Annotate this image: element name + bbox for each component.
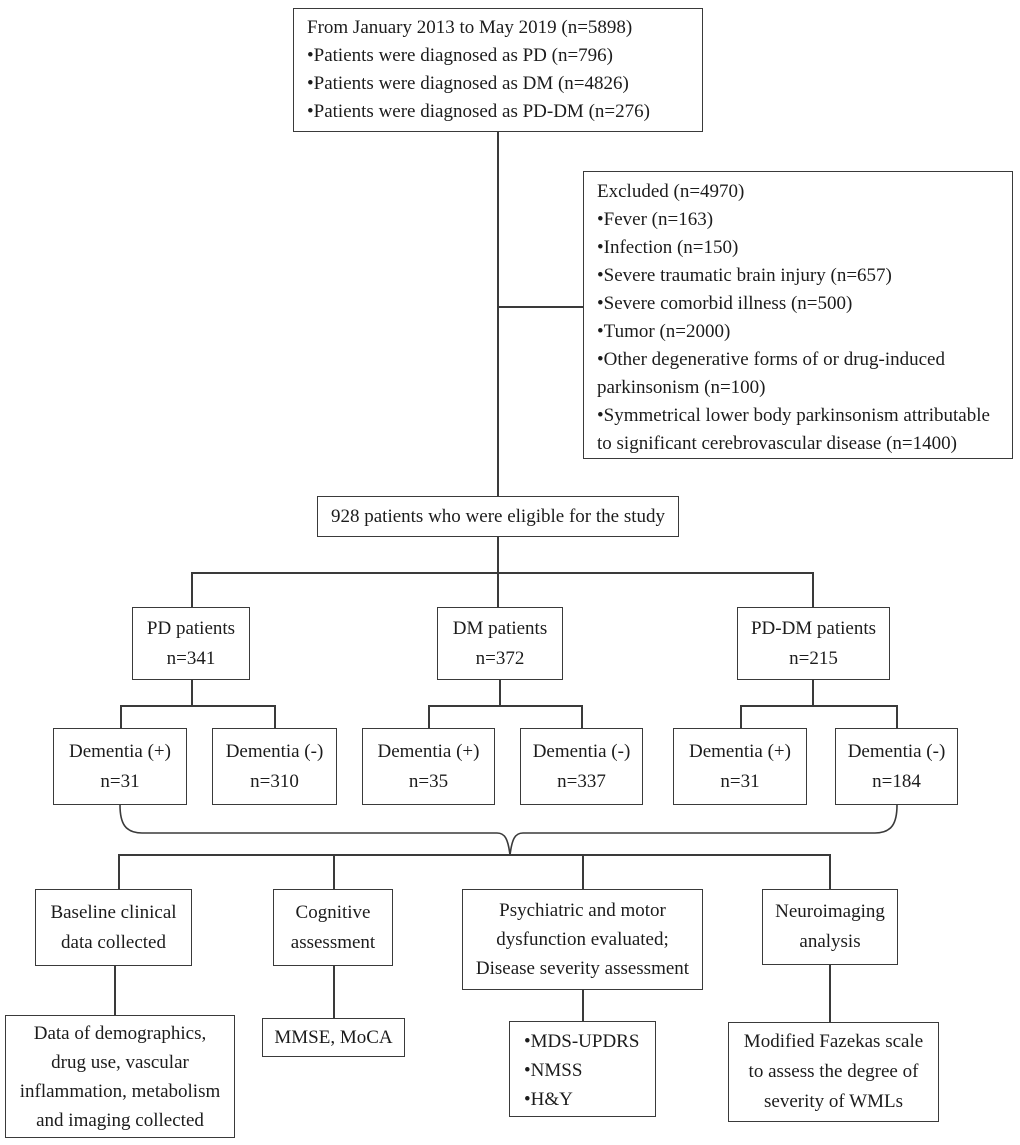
pddm-split-horizontal [740, 705, 897, 707]
baseline-line-1: Baseline clinical [50, 901, 177, 923]
dementia-box-dm-negative [520, 728, 643, 805]
split-groups-horizontal [191, 572, 813, 574]
dm-split-horizontal [428, 705, 582, 707]
pddm-drop-left [740, 705, 742, 729]
dementia-label: Dementia (+) [377, 740, 480, 762]
connector-cognitive-to-mmse [333, 966, 335, 1018]
dementia-box-pddm-positive [673, 728, 807, 805]
dementia-label: Dementia (-) [225, 740, 324, 762]
dementia-box-pd-positive [53, 728, 187, 805]
dementia-count: n=35 [408, 770, 449, 792]
connector-baseline-to-data [114, 966, 116, 1015]
drop-to-pddm [812, 572, 814, 608]
drop-to-cognitive [333, 854, 335, 890]
screening-line-1: From January 2013 to May 2019 (n=5898) [307, 17, 633, 38]
fazekas-line-1: Modified Fazekas scale [743, 1031, 924, 1052]
dementia-label: Dementia (+) [689, 740, 791, 762]
pddm-drop-right [896, 705, 898, 729]
dementia-box-pd-negative [212, 728, 337, 805]
psychiatric-line-1: Psychiatric and motor [499, 900, 666, 921]
drop-to-neuroimaging [829, 854, 831, 890]
dementia-box-dm-positive [362, 728, 495, 805]
group-dm-label: DM patients [452, 617, 548, 639]
psychiatric-line-3: Disease severity assessment [475, 958, 690, 979]
group-pd-label: PD patients [146, 617, 236, 639]
group-box-pd [132, 607, 250, 680]
excluded-line-2: •Fever (n=163) [597, 209, 714, 230]
drop-to-baseline [118, 854, 120, 890]
psychiatric-line-2: dysfunction evaluated; [496, 929, 669, 950]
drop-to-psychiatric [582, 854, 584, 890]
neuroimaging-line-2: analysis [799, 931, 861, 952]
dementia-count: n=310 [250, 770, 299, 792]
dementia-count: n=184 [872, 770, 921, 792]
drop-to-pd [191, 572, 193, 608]
psychiatric-motor-box [462, 889, 703, 990]
demographics-line-2: drug use, vascular [51, 1051, 189, 1073]
cognitive-line-1: Cognitive [295, 901, 371, 923]
pd-split-down [191, 680, 193, 705]
cognitive-line-2: assessment [290, 931, 376, 953]
screening-line-2: •Patients were diagnosed as PD (n=796) [307, 45, 614, 66]
group-pddm-label: PD-DM patients [750, 617, 877, 639]
gathering-brace [108, 803, 908, 859]
neuroimaging-line-1: Neuroimaging [775, 901, 885, 922]
excluded-line-5: •Severe comorbid illness (n=500) [597, 293, 853, 314]
dementia-label: Dementia (+) [69, 740, 171, 762]
screening-line-4: •Patients were diagnosed as PD-DM (n=276) [307, 101, 650, 122]
excluded-line-3: •Infection (n=150) [597, 237, 739, 258]
pd-drop-left [120, 705, 122, 729]
dementia-box-pddm-negative [835, 728, 958, 805]
scales-line-1: •MDS-UPDRS [524, 1031, 640, 1052]
dementia-count: n=337 [557, 770, 606, 792]
fazekas-scale-box [728, 1022, 939, 1122]
pddm-split-down [812, 680, 814, 705]
pd-drop-right [274, 705, 276, 729]
excluded-box [583, 171, 1013, 459]
dementia-count: n=31 [100, 770, 140, 792]
excluded-line-4: •Severe traumatic brain injury (n=657) [597, 265, 892, 286]
scales-line-2: •NMSS [524, 1060, 583, 1081]
excluded-line-7: •Other degenerative forms of or drug-induced parkinsonism (n=100) [597, 349, 945, 398]
group-pd-count: n=341 [166, 647, 216, 669]
dementia-count: n=31 [720, 770, 760, 792]
eligible-text: 928 patients who were eligible for the study [330, 505, 665, 527]
group-pddm-count: n=215 [789, 647, 838, 669]
connector-to-excluded [497, 306, 584, 308]
demographics-data-box [5, 1015, 235, 1138]
screening-box [293, 8, 703, 132]
cognitive-assessment-box [273, 889, 393, 966]
fazekas-line-3: severity of WMLs [764, 1091, 903, 1112]
connector-screening-to-eligible [497, 132, 499, 497]
dm-split-down [499, 680, 501, 705]
neuroimaging-box [762, 889, 898, 965]
demographics-line-4: and imaging collected [36, 1109, 204, 1131]
baseline-clinical-box [35, 889, 192, 966]
mmse-line: MMSE, MoCA [274, 1026, 393, 1048]
dementia-label: Dementia (-) [847, 740, 946, 762]
split-assessments-horizontal [118, 854, 830, 856]
group-dm-count: n=372 [475, 647, 525, 669]
group-box-pddm [737, 607, 890, 680]
mmse-moca-box [262, 1018, 405, 1057]
fazekas-line-2: to assess the degree of [748, 1061, 919, 1082]
dementia-label: Dementia (-) [532, 740, 631, 762]
excluded-line-6: •Tumor (n=2000) [597, 321, 731, 342]
screening-line-3: •Patients were diagnosed as DM (n=4826) [307, 73, 629, 94]
excluded-line-1: Excluded (n=4970) [597, 181, 745, 202]
eligible-box [317, 496, 679, 537]
demographics-line-3: inflammation, metabolism [19, 1080, 221, 1102]
group-box-dm [437, 607, 563, 680]
drop-to-dm [497, 572, 499, 608]
scales-line-3: •H&Y [524, 1089, 573, 1110]
excluded-line-8: •Symmetrical lower body parkinsonism attributable to significant cerebrovascular disease (n=1400) [597, 405, 990, 454]
pd-split-horizontal [120, 705, 275, 707]
baseline-line-2: data collected [61, 931, 166, 953]
dm-drop-right [581, 705, 583, 729]
dm-drop-left [428, 705, 430, 729]
connector-psychiatric-to-scales [582, 990, 584, 1021]
connector-eligible-down [497, 537, 499, 573]
demographics-line-1: Data of demographics, [33, 1022, 207, 1044]
rating-scales-box [509, 1021, 656, 1117]
connector-neuroimaging-to-fazekas [829, 965, 831, 1022]
